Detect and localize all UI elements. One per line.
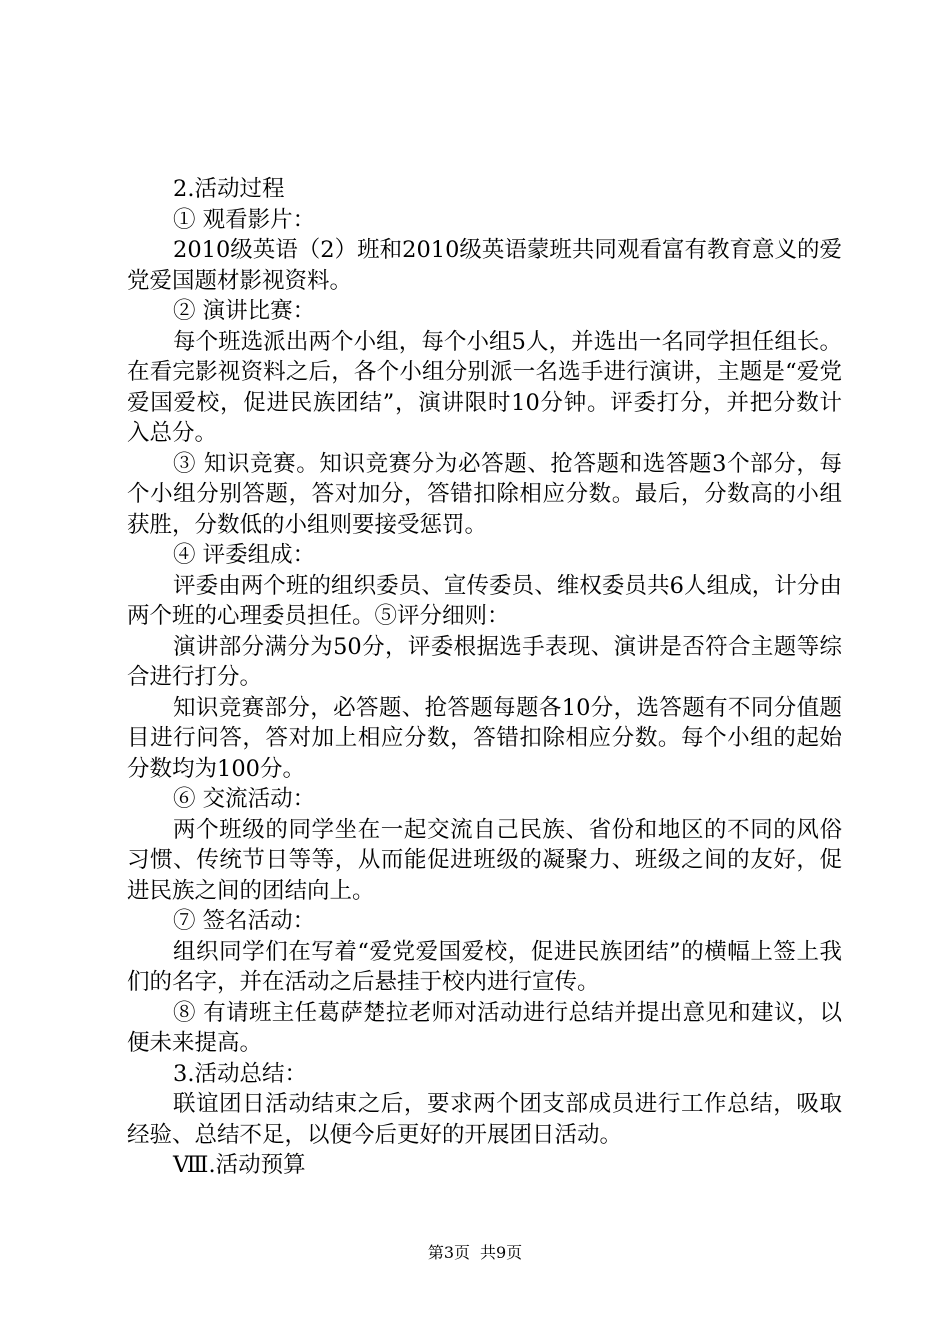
section-heading-summary: 3.活动总结： (173, 1060, 307, 1087)
page-footer (0, 1243, 950, 1263)
item-heading-signing: ⑦ 签名活动： (173, 908, 316, 934)
section-heading-process: 2.活动过程 (173, 176, 285, 202)
item-heading-speech: ② 演讲比赛： (173, 298, 316, 324)
page-number-total: 共9页 (480, 1243, 523, 1262)
item-heading-film: ① 观看影片： (173, 206, 316, 233)
paragraph-speech-scoring: 演讲部分满分为50分，评委根据选手表现、演讲是否符合主题等综合进行打分。 (127, 633, 842, 690)
paragraph-teacher-summary: ⑧ 有请班主任葛萨楚拉老师对活动进行总结并提出意见和建议，以便未来提高。 (127, 999, 842, 1056)
document-body (127, 174, 842, 1181)
paragraph-judges: 评委由两个班的组织委员、宣传委员、维权委员共6人组成，计分由两个班的心理委员担任。⑤评分细则： (127, 572, 842, 629)
paragraph-speech: 每个班选派出两个小组，每个小组5人，并选出一名同学担任组长。在看完影视资料之后，各个小组分别派一名选手进行演讲，主题是“爱党爱国爱校，促进民族团结”，演讲限时10分钟。评委打分，并把分数计入总分。 (127, 328, 842, 446)
paragraph-summary: 联谊团日活动结束之后，要求两个团支部成员进行工作总结，吸取经验、总结不足，以便今后更好的开展团日活动。 (127, 1091, 842, 1148)
paragraph-quiz-scoring: 知识竞赛部分，必答题、抢答题每题各10分，选答题有不同分值题目进行问答，答对加上相应分数，答错扣除相应分数。每个小组的起始分数均为100分。 (127, 694, 842, 782)
section-heading-budget: Ⅷ.活动预算 (173, 1152, 306, 1178)
paragraph-signing: 组织同学们在写着“爱党爱国爱校，促进民族团结”的横幅上签上我们的名字，并在活动之后悬挂于校内进行宣传。 (127, 938, 842, 995)
paragraph-exchange: 两个班级的同学坐在一起交流自己民族、省份和地区的不同的风俗习惯、传统节日等等，从而能促进班级的凝聚力、班级之间的友好，促进民族之间的团结向上。 (127, 816, 842, 904)
paragraph-quiz: ③ 知识竞赛。知识竞赛分为必答题、抢答题和选答题3个部分，每个小组分别答题，答对加分，答错扣除相应分数。最后，分数高的小组获胜，分数低的小组则要接受惩罚。 (127, 450, 842, 538)
paragraph-film: 2010级英语（2）班和2010级英语蒙班共同观看富有教育意义的爱党爱国题材影视资料。 (127, 237, 842, 294)
page-number-current: 第3页 (427, 1243, 470, 1262)
item-heading-exchange: ⑥ 交流活动： (173, 786, 316, 812)
item-heading-judges: ④ 评委组成： (173, 542, 316, 568)
